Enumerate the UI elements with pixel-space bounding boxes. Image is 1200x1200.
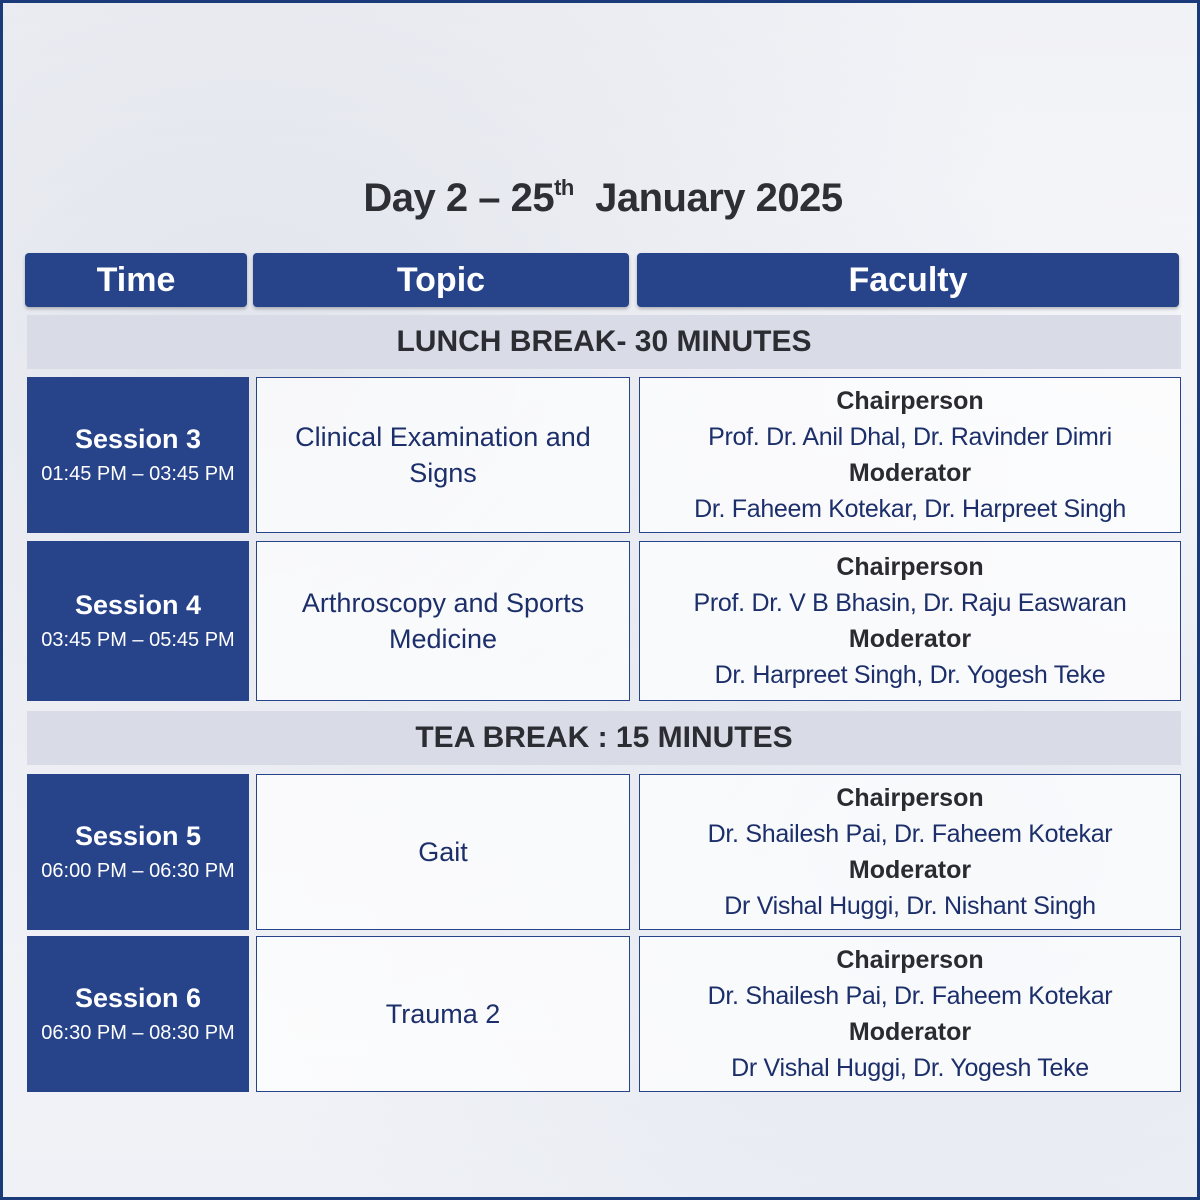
chairperson-label: Chairperson [836,553,984,581]
title-day: Day 2 – 25 [363,176,555,220]
chairperson-names: Dr. Shailesh Pai, Dr. Faheem Kotekar [707,820,1113,848]
session-topic: Arthroscopy and Sports Medicine [256,541,630,701]
chairperson-label: Chairperson [836,387,984,415]
column-header-time: Time [25,253,247,307]
session-name: Session 4 [74,590,202,620]
moderator-label: Moderator [848,459,972,487]
session-topic: Trauma 2 [256,936,630,1092]
chairperson-names: Prof. Dr. V B Bhasin, Dr. Raju Easwaran [693,589,1127,617]
moderator-names: Dr Vishal Huggi, Dr. Nishant Singh [724,892,1096,920]
session-time-cell [27,541,249,701]
moderator-label: Moderator [848,625,972,653]
column-header-faculty: Faculty [637,253,1179,307]
session-time: 06:00 PM – 06:30 PM [41,860,235,882]
moderator-names: Dr. Harpreet Singh, Dr. Yogesh Teke [714,661,1106,689]
chairperson-names: Prof. Dr. Anil Dhal, Dr. Ravinder Dimri [708,423,1112,451]
chairperson-label: Chairperson [836,784,984,812]
session-faculty [639,936,1181,1092]
lunch-break-row: LUNCH BREAK- 30 MINUTES [27,315,1181,369]
session-time-cell [27,936,249,1092]
session-time: 01:45 PM – 03:45 PM [41,463,235,485]
session-faculty [639,774,1181,930]
session-topic: Gait [256,774,630,930]
moderator-label: Moderator [848,856,972,884]
session-topic: Clinical Examination and Signs [256,377,630,533]
chairperson-names: Dr. Shailesh Pai, Dr. Faheem Kotekar [707,982,1113,1010]
session-faculty [639,377,1181,533]
session-faculty [639,541,1181,701]
column-header-topic: Topic [253,253,629,307]
session-name: Session 6 [74,983,202,1013]
title-month-year: January 2025 [595,176,843,220]
title-suffix: th [554,175,574,200]
moderator-names: Dr. Faheem Kotekar, Dr. Harpreet Singh [694,495,1126,523]
session-time: 03:45 PM – 05:45 PM [41,629,235,651]
session-time: 06:30 PM – 08:30 PM [41,1022,235,1044]
session-time-cell [27,377,249,533]
page-title [3,175,1200,221]
session-name: Session 5 [74,821,202,851]
session-time-cell [27,774,249,930]
chairperson-label: Chairperson [836,946,984,974]
session-name: Session 3 [74,424,202,454]
moderator-names: Dr Vishal Huggi, Dr. Yogesh Teke [731,1054,1089,1082]
moderator-label: Moderator [848,1018,972,1046]
tea-break-row: TEA BREAK : 15 MINUTES [27,711,1181,765]
